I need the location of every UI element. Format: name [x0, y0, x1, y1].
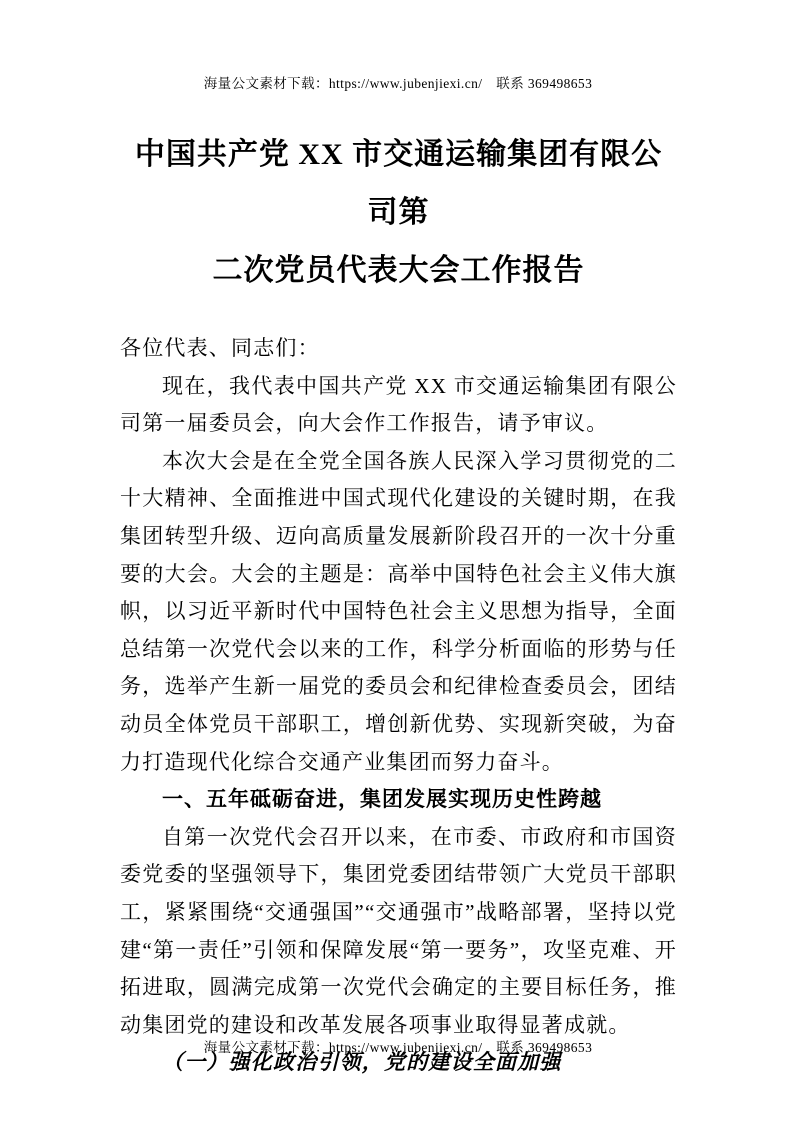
document-content [120, 0, 677, 1082]
salutation-paragraph: 各位代表、同志们： [120, 336, 320, 360]
document-body [120, 330, 677, 1082]
achievements-paragraph: 自第一次党代会召开以来，在市委、市政府和市国资委党委的坚强领导下，集团党委团结带领广大党员干部职工，紧紧围绕“交通强国”“交通强市”战略部署，坚持以党建“第一责任”引领和保障发展“第一要务”，攻坚克难、开拓进取，圆满完成第一次党代会确定的主要目标任务，推动集团党的建设和改革发展各项事业取得显著成就。 [120, 824, 677, 1037]
document-title-line2: 二次党员代表大会工作报告 [212, 254, 585, 287]
subsection-heading: （一）强化政治引领，党的建设全面加强 [162, 1050, 562, 1075]
page-footer-watermark: 海量公文素材下载：https://www.jubenjiexi.cn/ 联系 369498653 [203, 1040, 593, 1055]
section-heading: 一、五年砥砺奋进，集团发展实现历史性跨越 [162, 788, 602, 812]
theme-paragraph: 本次大会是在全党全国各族人民深入学习贯彻党的二十大精神、全面推进中国式现代化建设的关键时期，在我集团转型升级、迈向高质量发展新阶段召开的一次十分重要的大会。大会的主题是：高举中国特色社会主义伟大旗帜，以习近平新时代中国特色社会主义思想为指导，全面总结第一次党代会以来的工作，科学分析面临的形势与任务，选举产生新一届党的委员会和纪律检查委员会，团结动员全体党员干部职工，增创新优势、实现新突破，为奋力打造现代化综合交通产业集团而努力奋斗。 [120, 448, 677, 774]
document-title [120, 126, 677, 300]
intro-paragraph: 现在，我代表中国共产党 XX 市交通运输集团有限公司第一届委员会，向大会作工作报告，请予审议。 [120, 373, 677, 436]
document-title-line1: 中国共产党 XX 市交通运输集团有限公司第 [134, 138, 663, 229]
page-header-watermark: 海量公文素材下载：https://www.jubenjiexi.cn/ 联系 369498653 [203, 76, 593, 91]
